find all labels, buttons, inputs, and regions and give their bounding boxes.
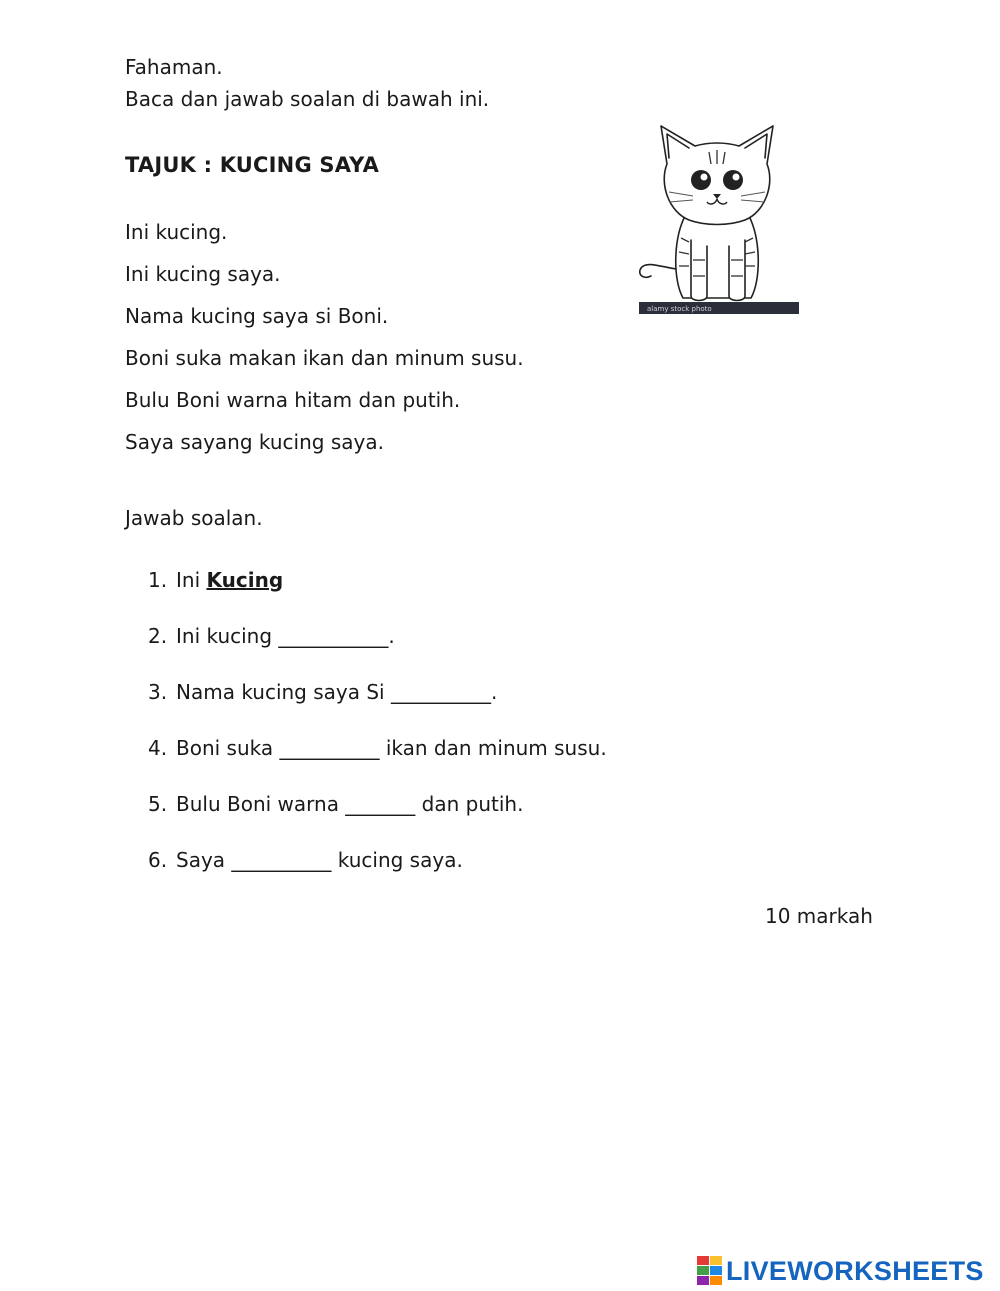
answer-text[interactable]: Kucing bbox=[206, 568, 284, 592]
question-2[interactable] bbox=[148, 623, 395, 649]
story-line: Nama kucing saya si Boni. bbox=[125, 304, 389, 328]
question-number: 4. bbox=[148, 736, 168, 760]
marks-label: 10 markah bbox=[765, 904, 873, 928]
brand-logo bbox=[697, 1254, 984, 1288]
question-number: 2. bbox=[148, 624, 168, 648]
question-number: 6. bbox=[148, 848, 168, 872]
question-number: 1. bbox=[148, 568, 168, 592]
story-line: Ini kucing. bbox=[125, 220, 228, 244]
page-title: TAJUK : KUCING SAYA bbox=[125, 153, 380, 177]
question-text: Nama kucing saya Si __________. bbox=[176, 680, 498, 704]
question-text: Saya __________ kucing saya. bbox=[176, 848, 463, 872]
liveworksheets-icon bbox=[697, 1256, 723, 1286]
story-line: Ini kucing saya. bbox=[125, 262, 281, 286]
question-3[interactable] bbox=[148, 679, 497, 705]
question-number: 5. bbox=[148, 792, 168, 816]
question-4[interactable] bbox=[148, 735, 607, 761]
question-5[interactable] bbox=[148, 791, 523, 817]
story-line: Boni suka makan ikan dan minum susu. bbox=[125, 346, 524, 370]
question-text: Boni suka __________ ikan dan minum susu. bbox=[176, 736, 607, 760]
watermark-text: alamy stock photo bbox=[647, 305, 712, 313]
question-text: Ini bbox=[176, 568, 207, 592]
question-6[interactable] bbox=[148, 847, 463, 873]
heading-fahaman: Fahaman. bbox=[125, 55, 223, 79]
kitten-illustration bbox=[633, 120, 801, 316]
question-text: Ini kucing ___________. bbox=[176, 624, 395, 648]
brand-text: LIVEWORKSHEETS bbox=[726, 1255, 984, 1286]
story-line: Bulu Boni warna hitam dan putih. bbox=[125, 388, 461, 412]
question-text: Bulu Boni warna _______ dan putih. bbox=[176, 792, 524, 816]
question-1 bbox=[148, 567, 283, 593]
instruction-answer: Jawab soalan. bbox=[125, 506, 263, 530]
story-line: Saya sayang kucing saya. bbox=[125, 430, 384, 454]
question-number: 3. bbox=[148, 680, 168, 704]
instruction-read: Baca dan jawab soalan di bawah ini. bbox=[125, 87, 490, 111]
